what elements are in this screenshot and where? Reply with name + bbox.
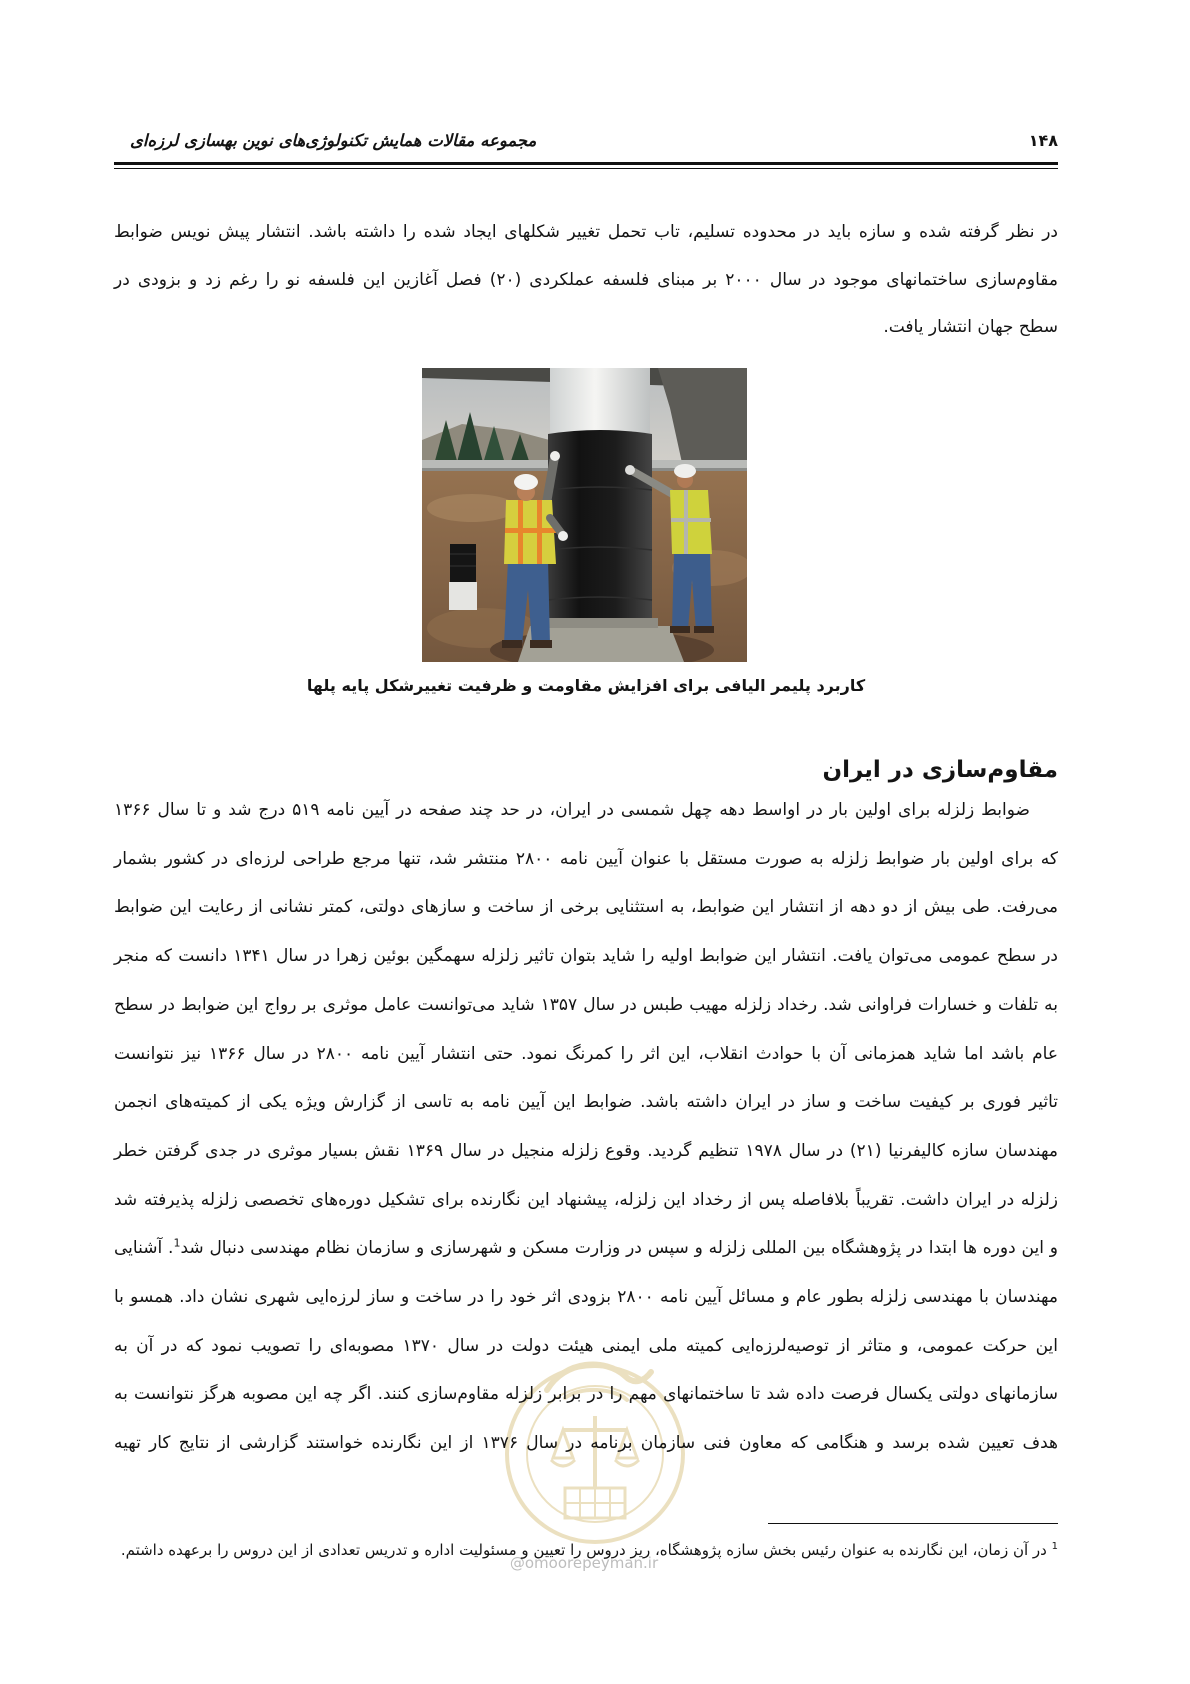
running-title: مجموعه مقالات همایش تکنولوژی‌های نوین بهسازی لرزه‌ای xyxy=(130,131,537,150)
body-line: زلزله در ایران داشت. تقریباً بلافاصله پس از رخداد این زلزله، پیشنهاد این نگارنده برای تشکیل دوره‌های تخصصی زلزله پذیرفته شد xyxy=(114,1189,1058,1210)
footnote-reference: 1 xyxy=(173,1236,181,1250)
body-line: عام باشد اما شاید همزمانی آن با حوادث انقلاب، این اثر را کمرنگ نمود. حتی انتشار آیین نامه ۲۸۰۰ در سال ۱۳۶۶ نیز نتوانست xyxy=(114,1043,1058,1064)
body-line: می‌رفت. طی بیش از دو دهه از انتشار این ضوابط، به استثنایی برخی از ساخت و سازهای دولتی، کمتر نشانی از رعایت این ضوابط xyxy=(114,897,1058,918)
figure-caption: کاربرد پلیمر الیافی برای افزایش مقاومت و ظرفیت تغییرشکل پایه پلها xyxy=(306,676,866,695)
footnote-rule xyxy=(768,1523,1058,1524)
body-line: ضوابط زلزله برای اولین بار در اواسط دهه چهل شمسی در ایران، در حد چند صفحه در آیین نامه ۵۱۹ درج شد و تا سال ۱۳۶۶ xyxy=(114,800,1030,820)
watermark-text: @omoorepeyman.ir xyxy=(509,1554,659,1572)
page-number: ۱۴۸ xyxy=(1028,131,1058,150)
intro-paragraph xyxy=(114,209,1058,352)
intro-line: سطح جهان انتشار یافت. xyxy=(883,317,1058,338)
section-paragraph xyxy=(114,786,1058,1468)
figure-photo xyxy=(422,368,747,662)
body-line: به تلفات و خسارات فراوانی شد. رخداد زلزله مهیب طبس در سال ۱۳۵۷ شاید می‌توانست عامل موثری بر رواج این ضوابط در سطح xyxy=(114,994,1059,1015)
body-line: سازمانهای دولتی یکسال فرصت داده شد تا ساختمانهای مهم را در برابر زلزله مقاوم‌سازی کنند. اگر چه این مصوبه هرگز نتوانست به xyxy=(114,1384,1058,1405)
body-line: این حرکت عمومی، و متاثر از توصیه‌لرزه‌ایی کمیته ملی ایمنی هیئت دولت در سال ۱۳۷۰ مصوبه‌ای را تصویب نمود که در آن به xyxy=(114,1335,1058,1356)
footnote xyxy=(114,1537,1058,1563)
body-line: در سطح عمومی می‌توان یافت. انتشار این ضوابط اولیه را شاید بتوان تاثیر زلزله سهمگین بوئین زهرا در سال ۱۳۴۱ دانست که منجر xyxy=(114,946,1058,967)
body-line: مهندسان با مهندسی زلزله بطور عام و مسائل آیین نامه ۲۸۰۰ بزودی اثر خود را در ساخت و ساز لرزه‌ایی شهری نشان داد. همسو با xyxy=(114,1287,1058,1308)
body-line xyxy=(114,1224,1058,1273)
body-line: هدف تعیین شده برسد و هنگامی که معاون فنی سازمان برنامه در سال ۱۳۷۶ از این نگارنده خواستند گزارشی از نتایج کار تهیه xyxy=(114,1433,1058,1454)
header-rule xyxy=(114,162,1058,169)
body-line: تاثیر فوری بر کیفیت ساخت و ساز در ایران داشته باشد. ضوابط این آیین نامه به تاسی از گزارش ویژه یکی از کمیته‌های انجمن xyxy=(114,1092,1058,1113)
body-line: که برای اولین بار ضوابط زلزله به صورت مستقل با عنوان آیین نامه ۲۸۰۰ منتشر شد، تنها مرجع طراحی لرزه‌ای در کشور بشمار xyxy=(114,848,1059,869)
footnote-marker: 1 xyxy=(1051,1541,1058,1552)
pipes xyxy=(449,544,477,610)
section-heading: مقاوم‌سازی در ایران xyxy=(822,757,1058,783)
body-line-text: و این دوره ها ابتدا در پژوهشگاه بین المللی زلزله و سپس در وزارت مسکن و شهرسازی و سازمان نظام مهندسی دنبال شد xyxy=(180,1238,1058,1259)
body-line: مهندسان سازه کالیفرنیا (۲۱) در سال ۱۹۷۸ تنظیم گردید. وقوع زلزله منجیل در سال ۱۳۶۹ نقش بسیار موثری در جدی گرفتن خطر xyxy=(114,1140,1059,1161)
intro-line: در نظر گرفته شده و سازه باید در محدوده تسلیم، تاب تحمل تغییر شکلهای ایجاد شده را داشته باشد. انتشار پیش نویس ضوابط xyxy=(114,222,1058,242)
body-line-text: . آشنایی xyxy=(114,1238,174,1259)
footnote-text: در آن زمان، این نگارنده به عنوان رئیس بخش سازه پژوهشگاه، ریز دروس را تعیین و مسئولیت اداره و تدریس تعدادی از این دروس را برعهده داشتم. xyxy=(120,1541,1047,1559)
intro-line: مقاوم‌سازی ساختمانهای موجود در سال ۲۰۰۰ بر مبنای فلسفه عملکردی (۲۰) فصل آغازین این فلسفه نو را رغم زد و بزودی در xyxy=(114,269,1058,290)
